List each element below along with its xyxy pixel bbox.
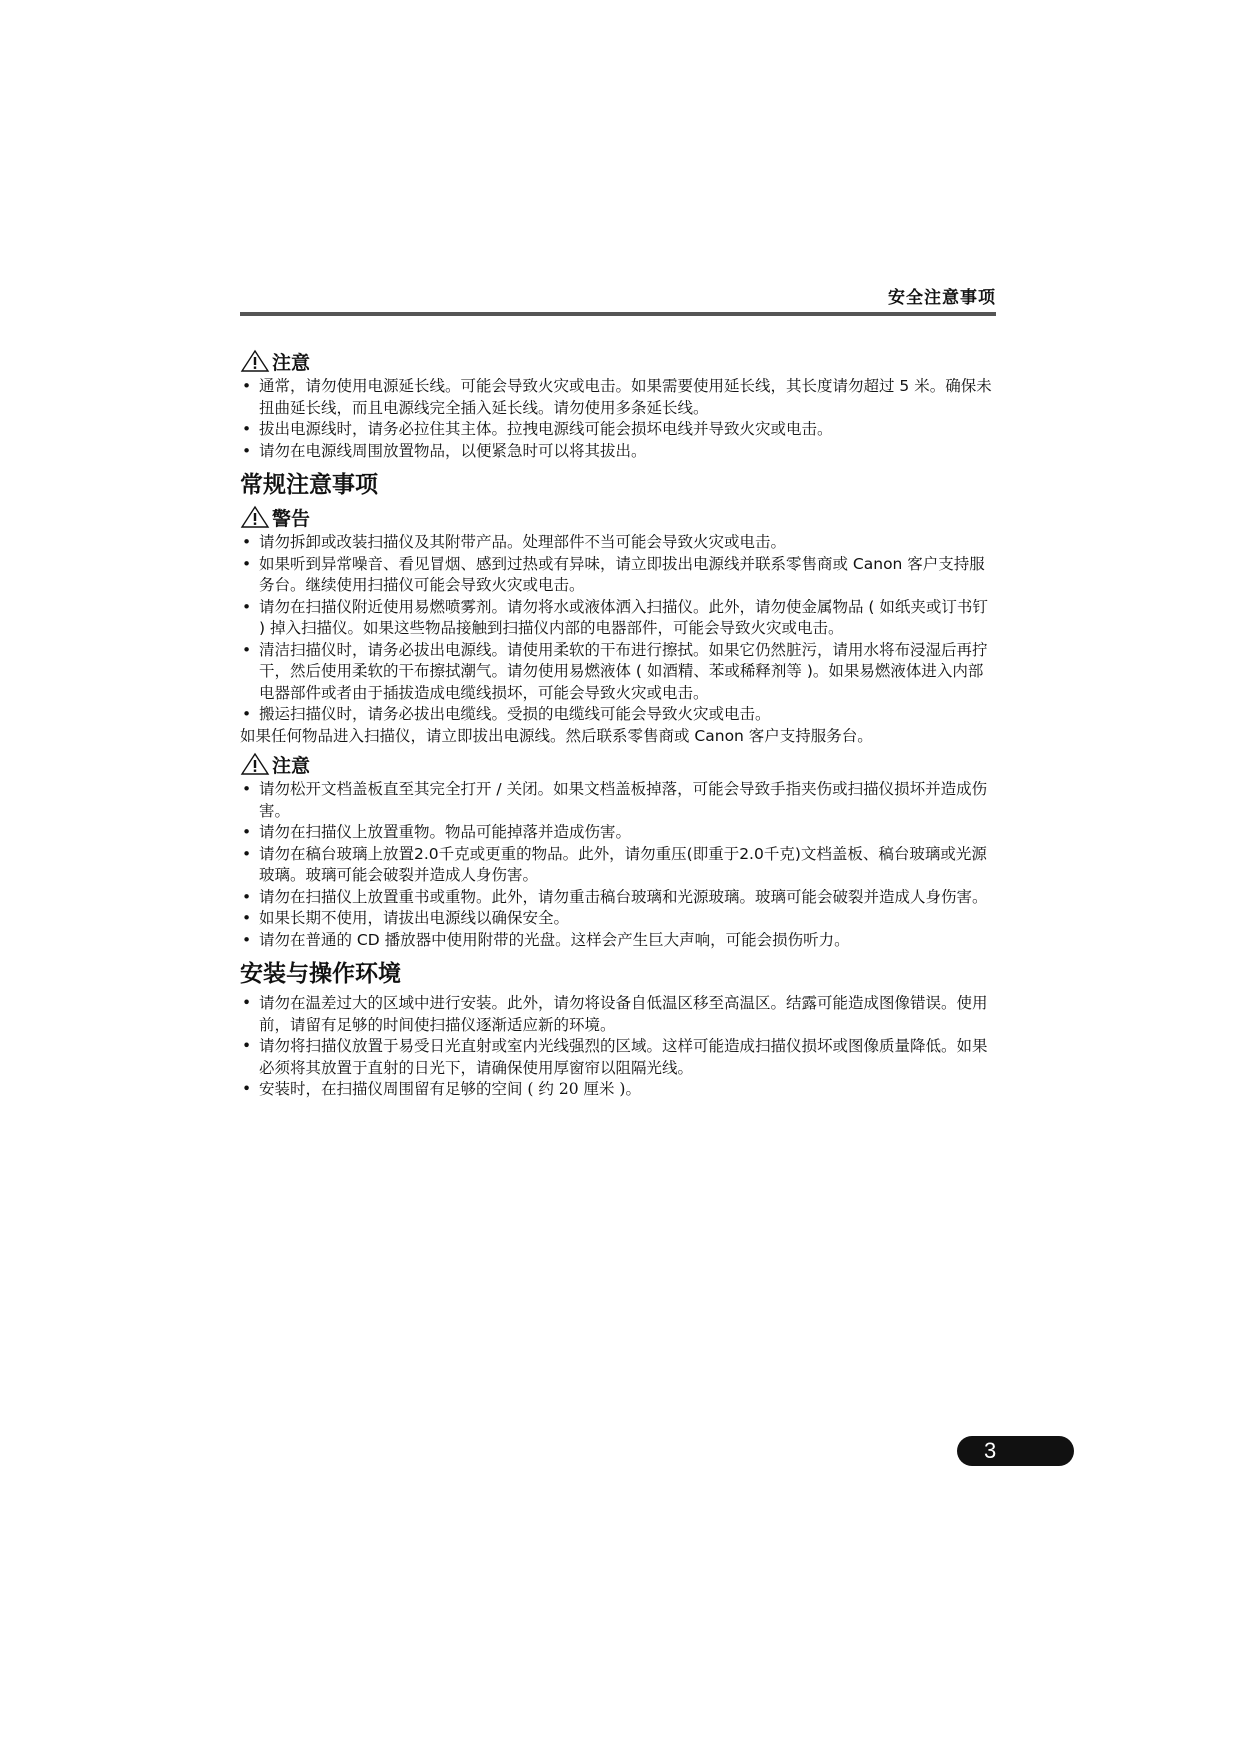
list-item: • 如果长期不使用，请拔出电源线以确保安全。 xyxy=(240,908,996,930)
caution-heading xyxy=(240,751,996,777)
list-item: • 请勿在扫描仪上放置重书或重物。此外，请勿重击稿台玻璃和光源玻璃。玻璃可能会破裂并造成人身伤害。 xyxy=(240,887,996,909)
list-item: • 请勿在扫描仪上放置重物。物品可能掉落并造成伤害。 xyxy=(240,822,996,844)
list-item: • 安装时，在扫描仪周围留有足够的空间 ( 约 20 厘米 )。 xyxy=(240,1079,996,1101)
running-header-title: 安全注意事项 xyxy=(888,288,996,308)
list-item: • 请勿拆卸或改装扫描仪及其附带产品。处理部件不当可能会导致火灾或电击。 xyxy=(240,532,996,554)
list-item: • 请勿将扫描仪放置于易受日光直射或室内光线强烈的区域。这样可能造成扫描仪损坏或图像质量降低。如果必须将其放置于直射的日光下，请确保使用厚窗帘以阻隔光线。 xyxy=(240,1036,996,1079)
warning-list xyxy=(240,532,996,726)
warning-triangle-icon xyxy=(240,752,270,776)
header-divider xyxy=(240,312,996,316)
list-item: • 如果听到异常噪音、看见冒烟、感到过热或有异味，请立即拔出电源线并联系零售商或 Canon 客户支持服务台。继续使用扫描仪可能会导致火灾或电击。 xyxy=(240,554,996,597)
caution-heading xyxy=(240,348,996,374)
warning-note: 如果任何物品进入扫描仪，请立即拔出电源线。然后联系零售商或 Canon 客户支持服务台。 xyxy=(240,726,873,745)
warning-triangle-icon xyxy=(240,505,270,529)
list-item: • 请勿松开文档盖板直至其完全打开 / 关闭。如果文档盖板掉落，可能会导致手指夹伤或扫描仪损坏并造成伤害。 xyxy=(240,779,996,822)
warning-heading xyxy=(240,504,996,530)
page-content xyxy=(240,344,996,1101)
caution-label: 注意 xyxy=(272,754,311,777)
list-item: • 清洁扫描仪时，请务必拔出电源线。请使用柔软的干布进行擦拭。如果它仍然脏污，请用水将布浸湿后再拧干，然后使用柔软的干布擦拭潮气。请勿使用易燃液体 ( 如酒精、苯或稀释剂等 )。如果易燃液体进入内部电器部件或者由于插拔造成电缆线损坏，可能会导致火灾或电击。 xyxy=(240,640,996,705)
caution-list xyxy=(240,779,996,951)
list-item: • 通常，请勿使用电源延长线。可能会导致火灾或电击。如果需要使用延长线，其长度请勿超过 5 米。确保未扭曲延长线，而且电源线完全插入延长线。请勿使用多条延长线。 xyxy=(240,376,996,419)
list-item: • 请勿在温差过大的区域中进行安装。此外，请勿将设备自低温区移至高温区。结露可能造成图像错误。使用前，请留有足够的时间使扫描仪逐渐适应新的环境。 xyxy=(240,993,996,1036)
caution-label: 注意 xyxy=(272,351,311,374)
page-number: 3 xyxy=(984,1438,997,1463)
list-item: • 请勿在扫描仪附近使用易燃喷雾剂。请勿将水或液体洒入扫描仪。此外，请勿使金属物品 ( 如纸夹或订书钉 ) 掉入扫描仪。如果这些物品接触到扫描仪内部的电器部件，可能会导致火灾或电击。 xyxy=(240,597,996,640)
list-item: • 搬运扫描仪时，请务必拔出电缆线。受损的电缆线可能会导致火灾或电击。 xyxy=(240,704,996,726)
page-number-badge xyxy=(957,1436,1074,1466)
list-item: • 请勿在普通的 CD 播放器中使用附带的光盘。这样会产生巨大声响，可能会损伤听力。 xyxy=(240,930,996,952)
caution-list xyxy=(240,376,996,462)
list-item: • 拔出电源线时，请务必拉住其主体。拉拽电源线可能会损坏电线并导致火灾或电击。 xyxy=(240,419,996,441)
install-list xyxy=(240,993,996,1101)
section-title-install: 安装与操作环境 xyxy=(240,961,401,987)
section-title-general: 常规注意事项 xyxy=(240,472,378,498)
warning-triangle-icon xyxy=(240,349,270,373)
list-item: • 请勿在电源线周围放置物品，以便紧急时可以将其拔出。 xyxy=(240,441,996,463)
list-item: • 请勿在稿台玻璃上放置2.0千克或更重的物品。此外，请勿重压(即重于2.0千克)文档盖板、稿台玻璃或光源玻璃。玻璃可能会破裂并造成人身伤害。 xyxy=(240,844,996,887)
install-block xyxy=(240,993,996,1101)
warning-label: 警告 xyxy=(272,507,311,530)
